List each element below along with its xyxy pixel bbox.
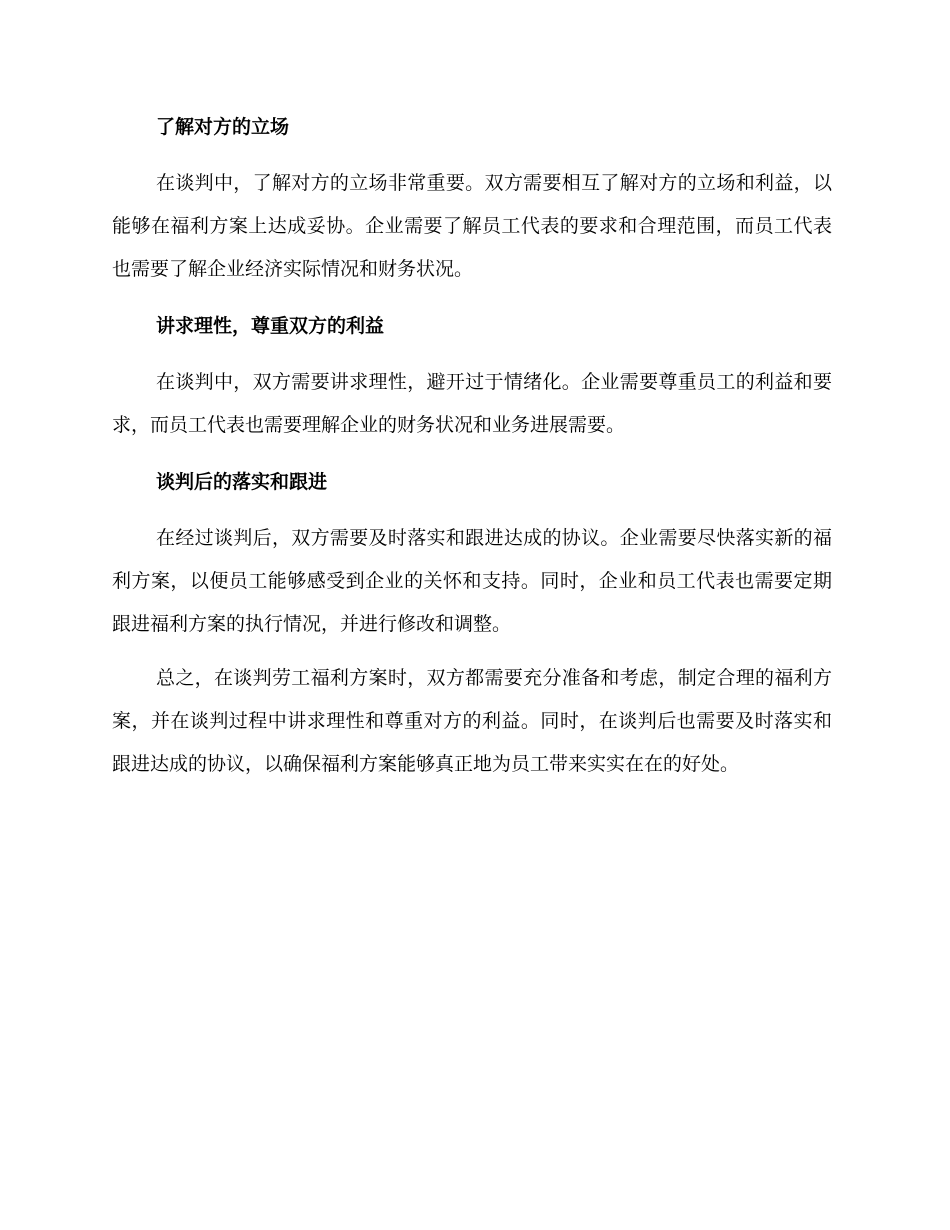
section-paragraph-follow-up: 在经过谈判后，双方需要及时落实和跟进达成的协议。企业需要尽快落实新的福利方案，以便员工能够感受到企业的关怀和支持。同时，企业和员工代表也需要定期跟进福利方案的执行情况，并进行修改和调整。	[112, 527, 832, 635]
section-paragraph-understand-position: 在谈判中，了解对方的立场非常重要。双方需要相互了解对方的立场和利益，以能够在福利方案上达成妥协。企业需要了解员工代表的要求和合理范围，而员工代表也需要了解企业经济实际情况和财务状况。	[112, 172, 832, 280]
section-heading-rationality: 讲求理性，尊重双方的利益	[156, 315, 385, 337]
conclusion-paragraph: 总之，在谈判劳工福利方案时，双方都需要充分准备和考虑，制定合理的福利方案，并在谈判过程中讲求理性和尊重对方的利益。同时，在谈判后也需要及时落实和跟进达成的协议，以确保福利方案能够真正地为员工带来实实在在的好处。	[112, 667, 832, 775]
section-heading-follow-up: 谈判后的落实和跟进	[156, 471, 328, 493]
section-heading-understand-position: 了解对方的立场	[156, 116, 290, 138]
section-paragraph-rationality: 在谈判中，双方需要讲求理性，避开过于情绪化。企业需要尊重员工的利益和要求，而员工代表也需要理解企业的财务状况和业务进展需要。	[112, 371, 832, 436]
